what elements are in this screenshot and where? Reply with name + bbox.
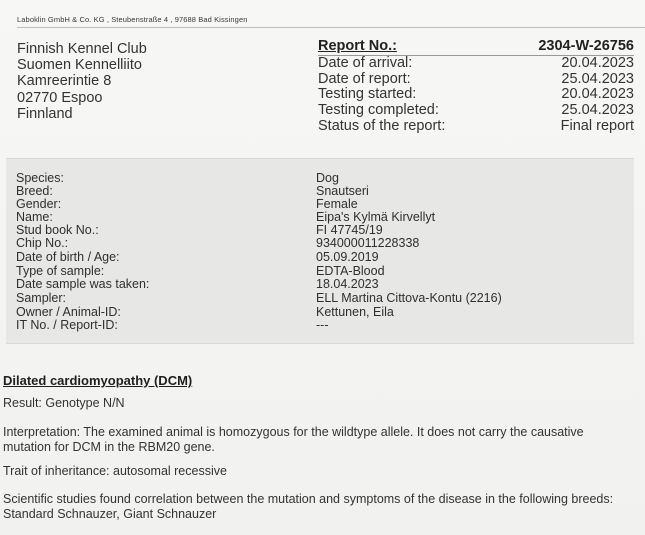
report-number-value: 2304-W-26756	[538, 38, 634, 54]
report-row-arrival	[318, 56, 634, 72]
report-row-value: 20.04.2023	[561, 86, 634, 103]
animal-value: EDTA-Blood	[316, 264, 385, 278]
sender-line: Laboklin GmbH & Co. KG , Steubenstraße 4 , 97688 Bad Kissingen	[17, 15, 248, 24]
animal-value: ELL Martina Cittova-Kontu (2216)	[316, 291, 502, 305]
report-row-label: Testing completed:	[318, 102, 439, 119]
studies-line: Standard Schnauzer, Giant Schnauzer	[3, 507, 217, 521]
animal-value: 05.09.2019	[316, 250, 379, 264]
animal-value: Female	[316, 197, 358, 211]
test-studies	[3, 492, 635, 522]
report-row-label: Status of the report:	[318, 117, 446, 134]
recipient-line: 02770 Espoo	[17, 89, 103, 106]
animal-label: Stud book No.:	[16, 223, 99, 237]
report-number-row	[318, 39, 634, 55]
recipient-line: Kamreerintie 8	[17, 73, 112, 90]
animal-label: Breed:	[16, 184, 53, 198]
animal-label: Date of birth / Age:	[16, 250, 120, 264]
animal-label: Gender:	[16, 197, 62, 211]
report-meta	[318, 39, 634, 135]
report-row-value: Final report	[560, 117, 634, 134]
report-row-label: Testing started:	[318, 86, 417, 103]
animal-value: Dog	[316, 171, 339, 185]
report-row-status	[318, 119, 634, 135]
animal-value: Kettunen, Eila	[316, 305, 394, 319]
report-row-testing-started	[318, 87, 634, 103]
animal-value: ---	[316, 318, 329, 332]
studies-line: Scientific studies found correlation between the mutation and symptoms of the disease in the following breeds:	[3, 492, 614, 506]
report-row-label: Date of arrival:	[318, 54, 413, 71]
report-row-value: 20.04.2023	[561, 54, 634, 71]
animal-value: 934000011228338	[316, 236, 420, 250]
animal-label: Species:	[16, 171, 64, 185]
animal-label: Name:	[16, 210, 53, 224]
report-row-testing-completed	[318, 103, 634, 119]
animal-value: Eipa's Kylmä Kirvellyt	[316, 210, 436, 224]
interpretation-line: mutation for DCM in the RBM20 gene.	[3, 440, 215, 454]
test-interpretation	[3, 425, 635, 455]
report-row-value: 25.04.2023	[561, 70, 634, 87]
animal-value: FI 47745/19	[316, 223, 383, 237]
animal-value: Snautseri	[316, 184, 369, 198]
recipient-line: Suomen Kennelliito	[17, 57, 142, 74]
report-number-label: Report No.:	[318, 38, 397, 54]
report-row-label: Date of report:	[318, 70, 411, 87]
animal-label: Sampler:	[16, 291, 67, 305]
animal-label: Chip No.:	[16, 236, 69, 250]
recipient-line: Finnish Kennel Club	[17, 41, 147, 57]
animal-label: IT No. / Report-ID:	[16, 318, 118, 332]
animal-label: Date sample was taken:	[16, 277, 150, 291]
animal-value: 18.04.2023	[316, 277, 379, 291]
test-result: Result: Genotype N/N	[3, 396, 125, 410]
recipient-address	[17, 41, 147, 122]
test-title: Dilated cardiomyopathy (DCM)	[3, 373, 193, 388]
interpretation-line: Interpretation: The examined animal is homozygous for the wildtype allele. It does not carry the causative	[3, 425, 584, 439]
test-inheritance: Trait of inheritance: autosomal recessive	[3, 464, 227, 478]
animal-details-box	[6, 158, 634, 344]
sender-divider	[17, 27, 645, 28]
recipient-line: Finnland	[17, 105, 73, 122]
report-row-report-date	[318, 72, 634, 88]
report-row-value: 25.04.2023	[561, 102, 634, 119]
animal-label: Type of sample:	[16, 264, 105, 278]
animal-label: Owner / Animal-ID:	[16, 305, 121, 319]
